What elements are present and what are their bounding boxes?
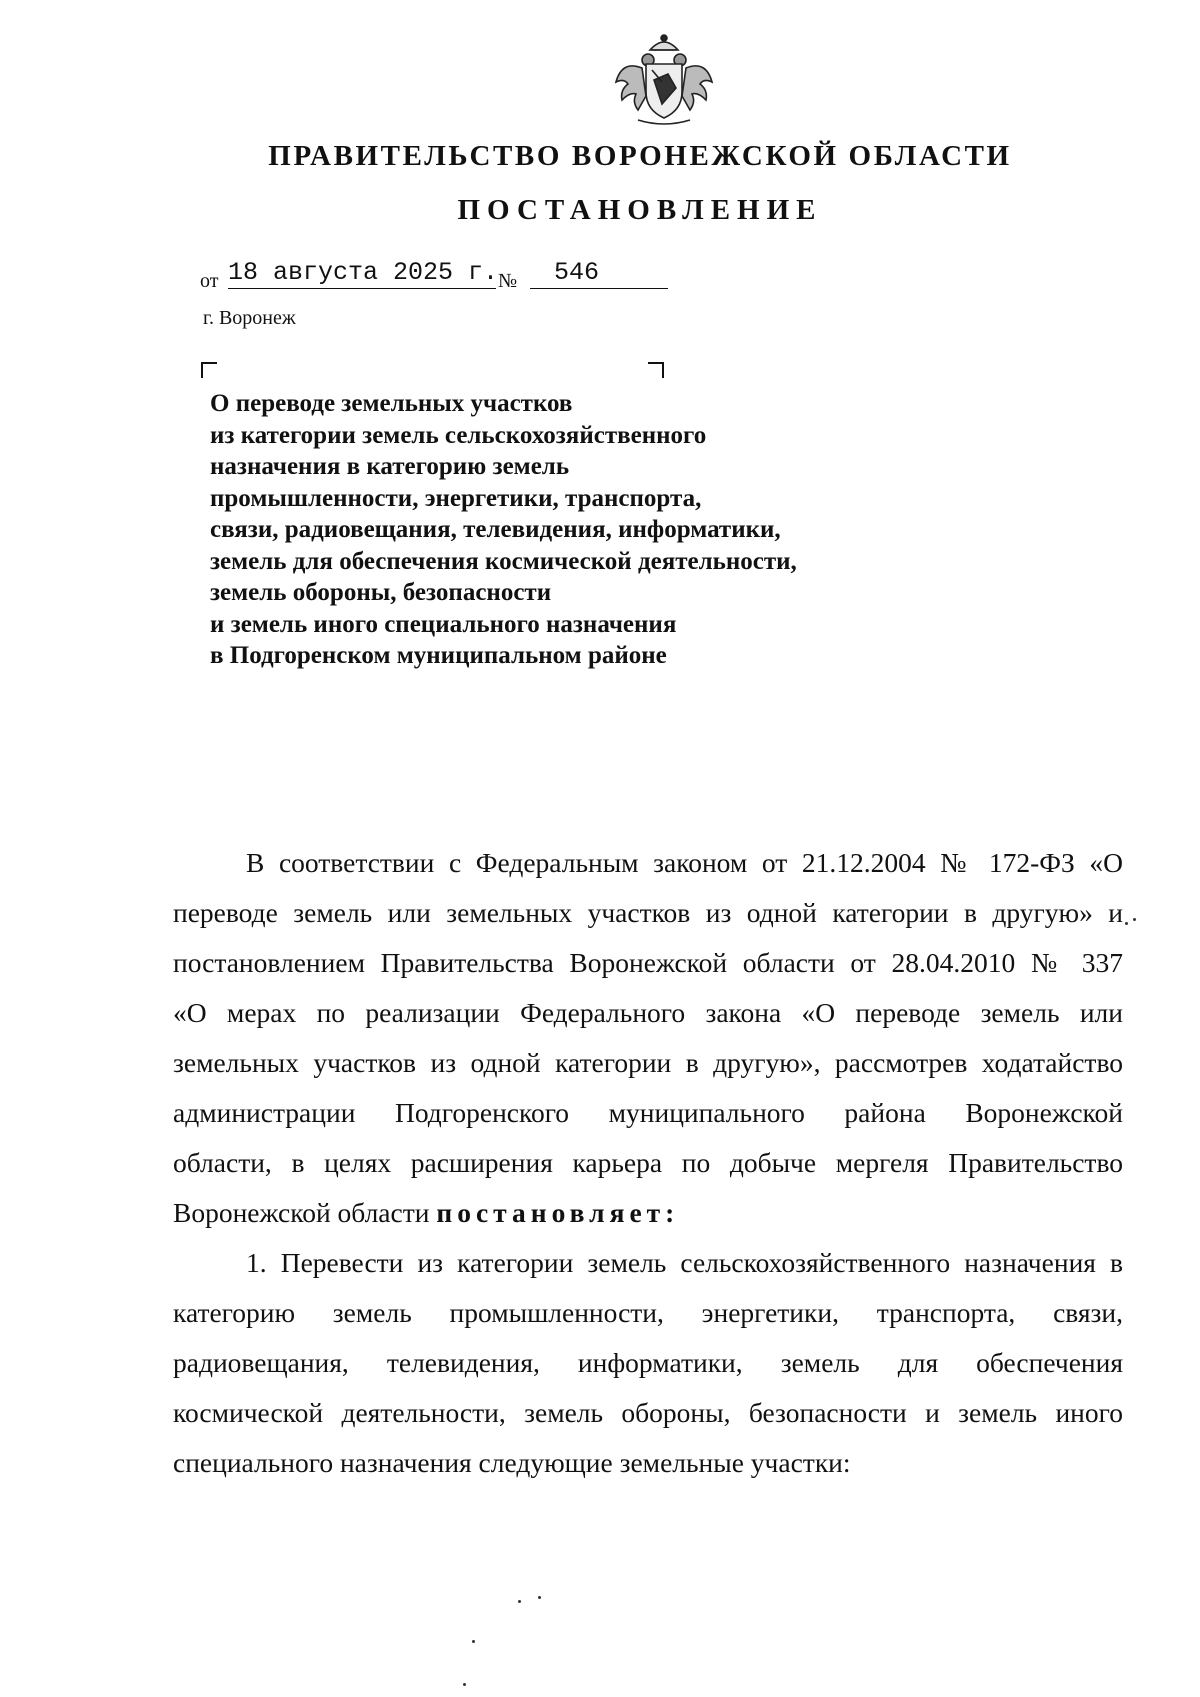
title-bracket-right <box>648 362 664 378</box>
scan-speck <box>472 1640 475 1643</box>
document-date: 18 августа 2025 г. <box>228 258 499 287</box>
date-prefix: от <box>200 270 219 292</box>
scan-speck <box>463 1683 466 1686</box>
subject-line: из категории земель сельскохозяйственного <box>210 421 707 449</box>
body-line-decree <box>173 1188 1123 1238</box>
document-type: ПОСТАНОВЛЕНИЕ <box>457 194 823 226</box>
body-line: переводе земель или земельных участков из одной категории в другую» и <box>173 897 1123 928</box>
document-body <box>173 838 1123 1488</box>
date-number-line <box>200 258 670 292</box>
subject-line: и земель иного специального назначения <box>210 610 677 638</box>
scan-speck <box>538 1596 541 1599</box>
subject-line: земель для обеспечения космической деятельности, <box>210 547 797 575</box>
number-label: № <box>498 270 518 292</box>
subject-line: в Подгоренском муниципальном районе <box>210 642 667 669</box>
scan-speck <box>1133 918 1136 921</box>
item-1-line: категорию земель промышленности, энергетики, транспорта, связи, <box>173 1297 1123 1328</box>
decree-word: постановляет: <box>436 1197 680 1228</box>
body-line: области, в целях расширения карьера по добыче мергеля Правительство <box>173 1147 1123 1178</box>
subject-line: О переводе земельных участков <box>210 390 573 417</box>
body-line: В соответствии с Федеральным законом от 21.12.2004 № 172-ФЗ «О <box>246 847 1123 878</box>
subject-line: связи, радиовещания, телевидения, информатики, <box>210 516 781 543</box>
subject-line: земель обороны, безопасности <box>210 579 552 606</box>
scan-speck <box>1125 922 1128 925</box>
item-1-line: радиовещания, телевидения, информатики, земель для обеспечения <box>173 1347 1123 1378</box>
body-line-text: Воронежской области <box>173 1197 430 1228</box>
item-1-line: космической деятельности, земель обороны, безопасности и земель иного <box>173 1397 1123 1428</box>
body-line: «О мерах по реализации Федерального закона «О переводе земель или <box>173 997 1123 1028</box>
scan-speck <box>518 1600 521 1603</box>
title-bracket-left <box>201 362 217 378</box>
coat-of-arms-icon <box>612 30 716 130</box>
item-1-line: 1. Перевести из категории земель сельскохозяйственного назначения в <box>246 1247 1123 1278</box>
subject-line: назначения в категорию земель <box>210 453 570 480</box>
body-line: администрации Подгоренского муниципального района Воронежской <box>173 1097 1123 1128</box>
city: г. Воронеж <box>203 307 296 329</box>
subject-line: промышленности, энергетики, транспорта, <box>210 484 702 512</box>
item-1-line: специального назначения следующие земельные участки: <box>173 1447 851 1478</box>
government-title: ПРАВИТЕЛЬСТВО ВОРОНЕЖСКОЙ ОБЛАСТИ <box>268 140 1012 172</box>
document-number: 546 <box>530 258 668 289</box>
document-subject <box>210 388 930 672</box>
body-line: земельных участков из одной категории в другую», рассмотрев ходатайство <box>173 1047 1123 1078</box>
body-line: постановлением Правительства Воронежской области от 28.04.2010 № 337 <box>173 947 1123 978</box>
